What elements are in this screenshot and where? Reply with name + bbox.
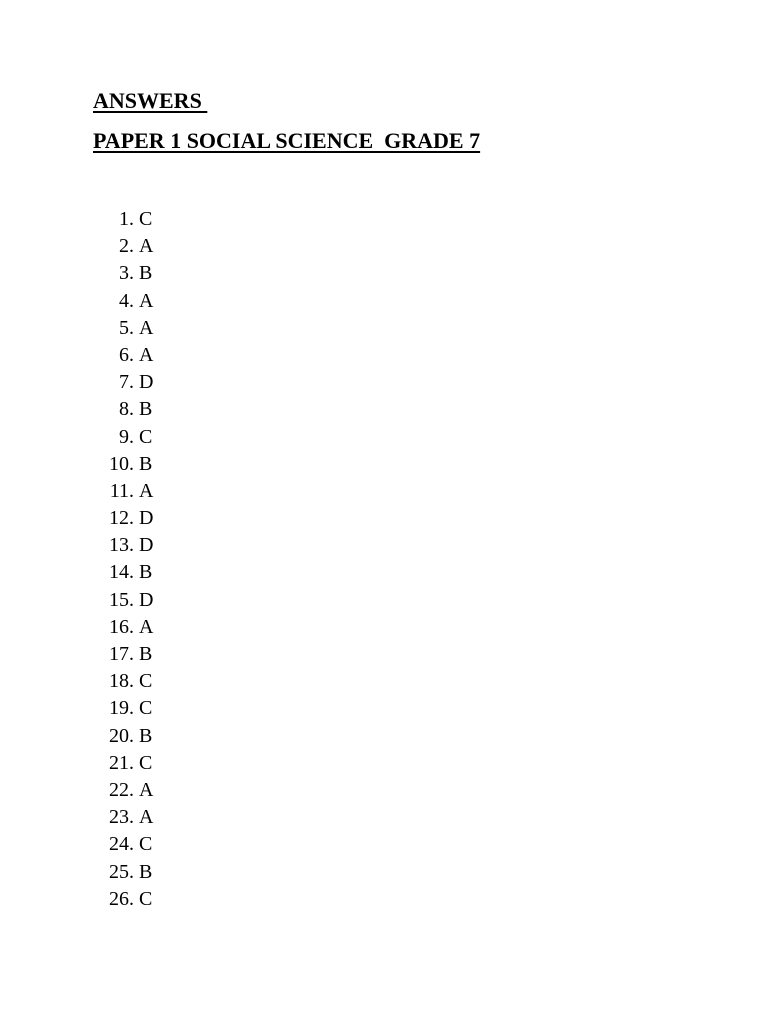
answer-letter: C — [139, 670, 153, 693]
answer-item — [93, 206, 153, 233]
answer-number: 17. — [109, 643, 134, 665]
answer-number: 16. — [109, 615, 134, 638]
answer-item — [93, 886, 153, 913]
answer-number: 5. — [119, 316, 134, 339]
answer-number: 11. — [109, 479, 134, 502]
answer-number: 22. — [109, 778, 134, 801]
answer-item — [93, 831, 153, 858]
answer-item — [93, 668, 153, 695]
answer-letter: B — [139, 452, 153, 475]
answer-number: 18. — [109, 670, 134, 693]
answer-letter: C — [139, 751, 153, 774]
answer-number: 19. — [109, 697, 134, 720]
answer-number: 8. — [119, 398, 134, 421]
answer-item — [93, 478, 153, 505]
answer-letter: B — [139, 724, 153, 747]
answer-letter: A — [139, 289, 154, 312]
answer-item — [93, 695, 153, 722]
answer-number: 14. — [109, 561, 134, 584]
answer-item — [93, 859, 153, 886]
document-subtitle: PAPER 1 SOCIAL SCIENCE GRADE 7 — [93, 128, 481, 153]
answer-letter: A — [139, 343, 154, 366]
answer-number: 26. — [109, 887, 134, 910]
answer-number: 10. — [109, 452, 134, 475]
answer-letter: C — [139, 833, 153, 856]
answer-number: 23. — [109, 806, 134, 829]
answer-letter: B — [139, 262, 153, 285]
answer-letter: B — [139, 860, 153, 883]
answer-letter: D — [139, 588, 154, 611]
answer-item — [93, 424, 153, 451]
answer-number: 24. — [109, 833, 134, 856]
answer-number: 7. — [119, 371, 134, 394]
answer-letter: B — [139, 398, 153, 421]
answer-number: 13. — [109, 534, 134, 557]
answer-item — [93, 750, 153, 777]
answer-letter: C — [139, 425, 153, 448]
answer-item — [93, 369, 153, 396]
answer-letter: A — [139, 316, 154, 339]
answer-number: 25. — [109, 860, 134, 883]
answer-letter: C — [139, 208, 153, 230]
answer-item — [93, 315, 153, 342]
answer-item — [93, 559, 153, 586]
answer-number: 3. — [119, 262, 134, 285]
answer-letter: A — [139, 806, 154, 829]
answer-item — [93, 587, 153, 614]
answer-number: 1. — [119, 208, 134, 230]
answer-item — [93, 505, 153, 532]
answer-letter: B — [139, 643, 153, 665]
answer-letter: C — [139, 887, 153, 910]
answer-letter: D — [139, 371, 154, 394]
document-title: ANSWERS — [93, 88, 208, 113]
answer-item — [93, 342, 153, 369]
answer-number: 15. — [109, 588, 134, 611]
answer-item — [93, 451, 153, 478]
answer-item — [93, 777, 153, 804]
answer-letter: A — [139, 479, 154, 502]
answer-item — [93, 723, 153, 750]
answer-item — [93, 614, 153, 641]
answer-letter: A — [139, 778, 154, 801]
answer-number: 9. — [119, 425, 134, 448]
answer-letter: A — [139, 235, 154, 258]
answer-item — [93, 233, 153, 260]
answer-list — [93, 206, 153, 913]
answer-item — [93, 532, 153, 559]
answer-letter: C — [139, 697, 153, 720]
answer-number: 20. — [109, 724, 134, 747]
answer-letter: D — [139, 507, 154, 530]
answer-number: 21. — [109, 751, 134, 774]
answer-item — [93, 804, 153, 831]
answer-number: 2. — [119, 235, 134, 258]
answer-item — [93, 641, 153, 668]
answer-letter: D — [139, 534, 154, 557]
answer-item — [93, 288, 153, 315]
answer-item — [93, 260, 153, 287]
answer-letter: B — [139, 561, 153, 584]
answer-letter: A — [139, 615, 154, 638]
answer-item — [93, 396, 153, 423]
answer-number: 6. — [119, 343, 134, 366]
answer-number: 4. — [119, 289, 134, 312]
answer-number: 12. — [109, 507, 134, 530]
